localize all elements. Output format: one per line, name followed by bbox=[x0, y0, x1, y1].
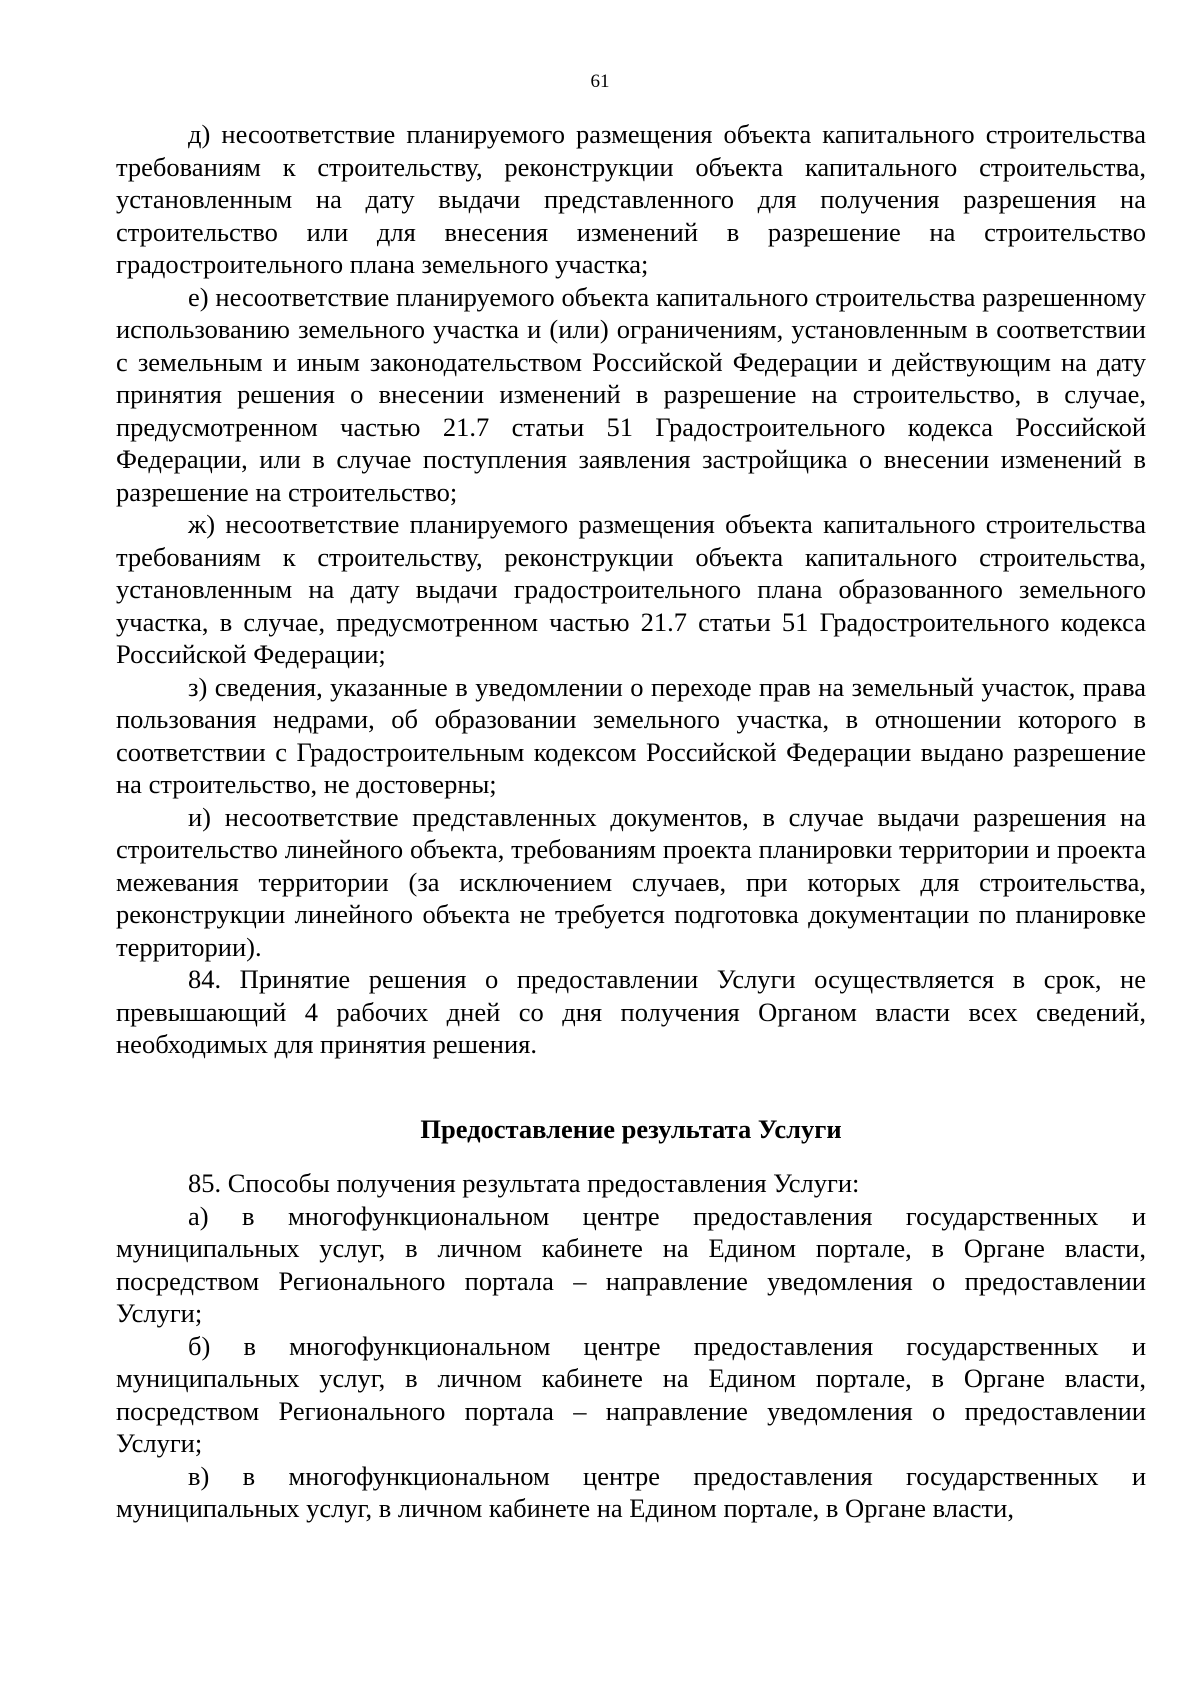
paragraph-item-i: и) несоответствие представленных документов, в случае выдачи разрешения на строительство линейного объекта, требованиям проекта планировки территории и проекта межевания территории (за исключением случаев, при которых для строительства, реконструкции линейного объекта не требуется подготовка документации по планировке территории). bbox=[116, 801, 1146, 962]
paragraph-84: 84. Принятие решения о предоставлении Услуги осуществляется в срок, не превышающий 4 рабочих дней со дня получения Органом власти всех сведений, необходимых для принятия решения. bbox=[116, 964, 1146, 1059]
paragraph-item-b: б) в многофункциональном центре предоставления государственных и муниципальных услуг, в личном кабинете на Едином портале, в Органе власти, посредством Регионального портала – направление уведомления о предоставлении Услуги; bbox=[116, 1330, 1146, 1458]
paragraph-85: 85. Способы получения результата предоставления Услуги: bbox=[188, 1168, 860, 1198]
section-heading: Предоставление результата Услуги bbox=[420, 1113, 842, 1144]
paragraph-item-a: а) в многофункциональном центре предоставления государственных и муниципальных услуг, в личном кабинете на Едином портале, в Органе власти, посредством Регионального портала – направление уведомления о предоставлении Услуги; bbox=[116, 1200, 1146, 1328]
paragraph-item-v: в) в многофункциональном центре предоставления государственных и муниципальных услуг, в личном кабинете на Едином портале, в Органе власти, bbox=[116, 1460, 1146, 1523]
paragraph-item-z: з) сведения, указанные в уведомлении о переходе прав на земельный участок, права пользования недрами, об образовании земельного участка, в отношении которого в соответствии с Градостроительным кодексом Российской Федерации выдано разрешение на строительство, не достоверны; bbox=[116, 671, 1146, 799]
document-body bbox=[116, 118, 1146, 1525]
paragraph-item-d: д) несоответствие планируемого размещения объекта капитального строительства требованиям к строительству, реконструкции объекта капитального строительства, установленным на дату выдачи представленного для получения разрешения на строительство или для внесения изменений в разрешение на строительство градостроительного плана земельного участка; bbox=[116, 119, 1146, 279]
paragraph-item-zh: ж) несоответствие планируемого размещения объекта капитального строительства требованиям к строительству, реконструкции объекта капитального строительства, установленным на дату выдачи градостроительного плана образованного земельного участка, в случае, предусмотренном частью 21.7 статьи 51 Градостроительного кодекса Российской Федерации; bbox=[116, 509, 1146, 669]
paragraph-item-e: е) несоответствие планируемого объекта капитального строительства разрешенному использованию земельного участка и (или) ограничениям, установленным в соответствии с земельным и иным законодательством Российской Федерации и действующим на дату принятия решения о внесении изменений в разрешение на строительство, в случае, предусмотренном частью 21.7 статьи 51 Градостроительного кодекса Российской Федерации, или в случае поступления заявления застройщика о внесении изменений в разрешение на строительство; bbox=[116, 281, 1146, 507]
page-number: 61 bbox=[590, 71, 610, 92]
